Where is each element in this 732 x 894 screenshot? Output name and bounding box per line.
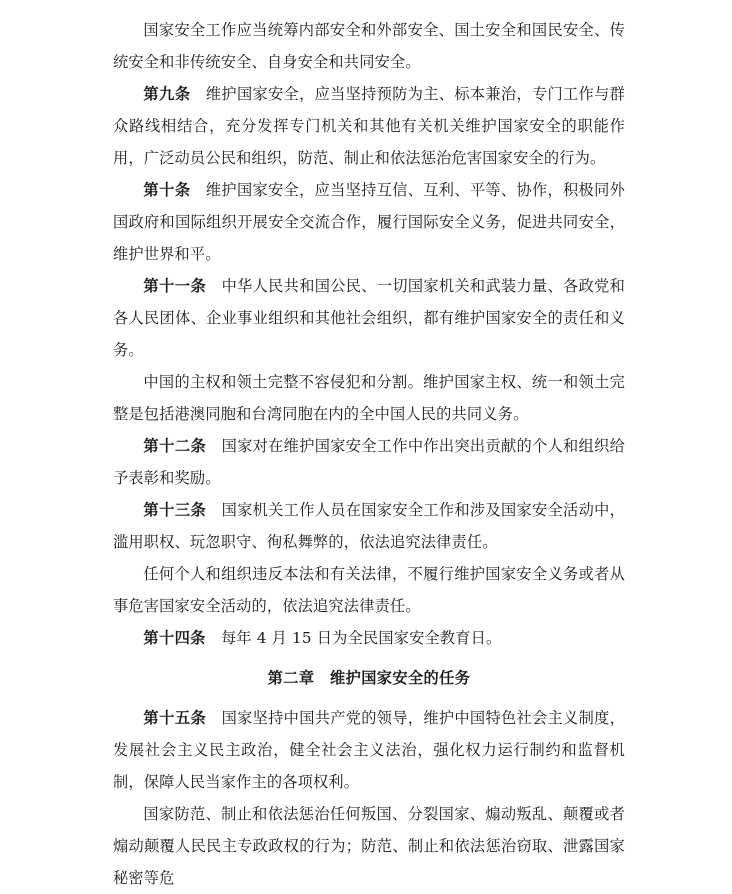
article-9 — [113, 78, 625, 174]
paragraph-text: 维护国家安全，应当坚持预防为主、标本兼治，专门工作与群众路线相结合，充分发挥专门机关和其他有关机关维护国家安全的职能作用，广泛动员公民和组织，防范、制止和依法惩治危害国家安全的行为。 — [113, 85, 625, 167]
paragraph-text: 中国的主权和领土完整不容侵犯和分割。维护国家主权、统一和领土完整是包括港澳同胞和台湾同胞在内的全中国人民的共同义务。 — [113, 373, 625, 423]
paragraph-text: 国家坚持中国共产党的领导，维护中国特色社会主义制度，发展社会主义民主政治，健全社会主义法治，强化权力运行制约和监督机制，保障人民当家作主的各项权利。 — [113, 709, 625, 791]
article-11 — [113, 270, 625, 366]
article-13-clause-2 — [113, 558, 625, 622]
article-12 — [113, 430, 625, 494]
article-15-clause-2 — [113, 798, 625, 894]
paragraph-text: 国家防范、制止和依法惩治任何叛国、分裂国家、煽动叛乱、颠覆或者煽动颠覆人民民主专政政权的行为；防范、制止和依法惩治窃取、泄露国家秘密等危 — [113, 805, 625, 887]
chapter-heading: 第二章 维护国家安全的任务 — [267, 669, 471, 687]
paragraph-text: 维护国家安全，应当坚持互信、互利、平等、协作，积极同外国政府和国际组织开展安全交流合作，履行国际安全义务，促进共同安全，维护世界和平。 — [113, 181, 625, 263]
article-14 — [113, 622, 625, 654]
paragraph-text: 国家机关工作人员在国家安全工作和涉及国家安全活动中，滥用职权、玩忽职守、徇私舞弊的，依法追究法律责任。 — [113, 501, 625, 551]
article-number: 第十四条 — [143, 629, 206, 647]
document-page — [113, 14, 625, 894]
paragraph-continuation — [113, 14, 625, 78]
article-number: 第十二条 — [143, 437, 207, 455]
article-10 — [113, 174, 625, 270]
paragraph-text: 每年 4 月 15 日为全民国家安全教育日。 — [220, 629, 502, 647]
article-number: 第九条 — [143, 85, 191, 103]
article-number: 第十三条 — [143, 501, 207, 519]
paragraph-text: 中华人民共和国公民、一切国家机关和武装力量、各政党和各人民团体、企业事业组织和其他社会组织，都有维护国家安全的责任和义务。 — [113, 277, 625, 359]
paragraph-text: 任何个人和组织违反本法和有关法律，不履行维护国家安全义务或者从事危害国家安全活动的，依法追究法律责任。 — [113, 565, 625, 615]
article-15 — [113, 702, 625, 798]
article-13 — [113, 494, 625, 558]
paragraph-text: 国家对在维护国家安全工作中作出突出贡献的个人和组织给予表彰和奖励。 — [113, 437, 625, 487]
article-number: 第十五条 — [143, 709, 207, 727]
article-11-clause-2 — [113, 366, 625, 430]
article-number: 第十条 — [143, 181, 191, 199]
paragraph-text: 国家安全工作应当统筹内部安全和外部安全、国土安全和国民安全、传统安全和非传统安全、自身安全和共同安全。 — [113, 21, 625, 71]
article-number: 第十一条 — [143, 277, 207, 295]
